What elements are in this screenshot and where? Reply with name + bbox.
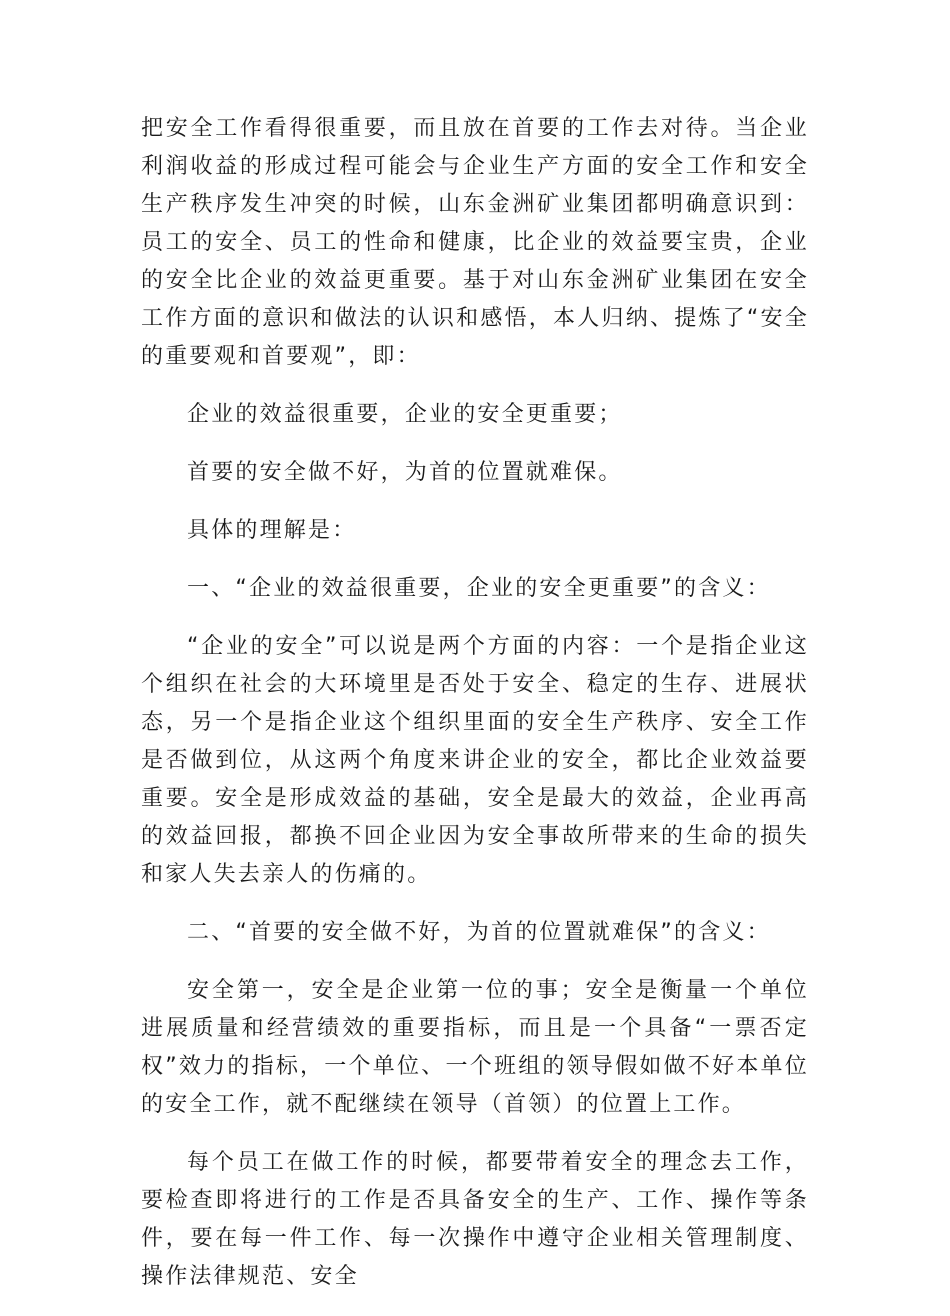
paragraph-slogan-line-1: 企业的效益很重要，企业的安全更重要； (187, 402, 623, 427)
paragraph-slogan-line-2: 首要的安全做不好，为首的位置就难保。 (187, 460, 623, 485)
paragraph-section-two-body: 安全第一，安全是企业第一位的事；安全是衡量一个单位进展质量和经营绩效的重要指标，而且是一个具备“一票否定权”效力的指标，一个单位、一个班组的领导假如做不好本单位的安全工作，就不配继续在领导（首领）的位置上工作。 (141, 978, 809, 1117)
paragraph-section-one-body: “企业的安全”可以说是两个方面的内容：一个是指企业这个组织在社会的大环境里是否处于安全、稳定的生存、进展状态，另一个是指企业这个组织里面的安全生产秩序、安全工作是否做到位，从这两个角度来讲企业的安全，都比企业效益要重要。安全是形成效益的基础，安全是最大的效益，企业再高的效益回报，都换不回企业因为安全事故所带来的生命的损失和家人失去亲人的伤痛的。 (141, 634, 809, 887)
paragraph-understanding: 具体的理解是： (187, 518, 357, 543)
paragraph-employee-duty: 每个员工在做工作的时候，都要带着安全的理念去工作，要检查即将进行的工作是否具备安全的生产、工作、操作等条件，要在每一件工作、每一次操作中遵守企业相关管理制度、操作法律规范、安全 (141, 1150, 809, 1289)
section-heading-one: 一、“企业的效益很重要，企业的安全更重要”的含义： (187, 576, 771, 601)
document-body (141, 110, 809, 1316)
section-heading-two: 二、“首要的安全做不好，为首的位置就难保”的含义： (187, 920, 771, 945)
paragraph-intro: 把安全工作看得很重要，而且放在首要的工作去对待。当企业利润收益的形成过程可能会与企业生产方面的安全工作和安全生产秩序发生冲突的时候，山东金洲矿业集团都明确意识到：员工的安全、员工的性命和健康，比企业的效益要宝贵，企业的安全比企业的效益更重要。基于对山东金洲矿业集团在安全工作方面的意识和做法的认识和感悟，本人归纳、提炼了“安全的重要观和首要观”，即： (141, 116, 809, 369)
